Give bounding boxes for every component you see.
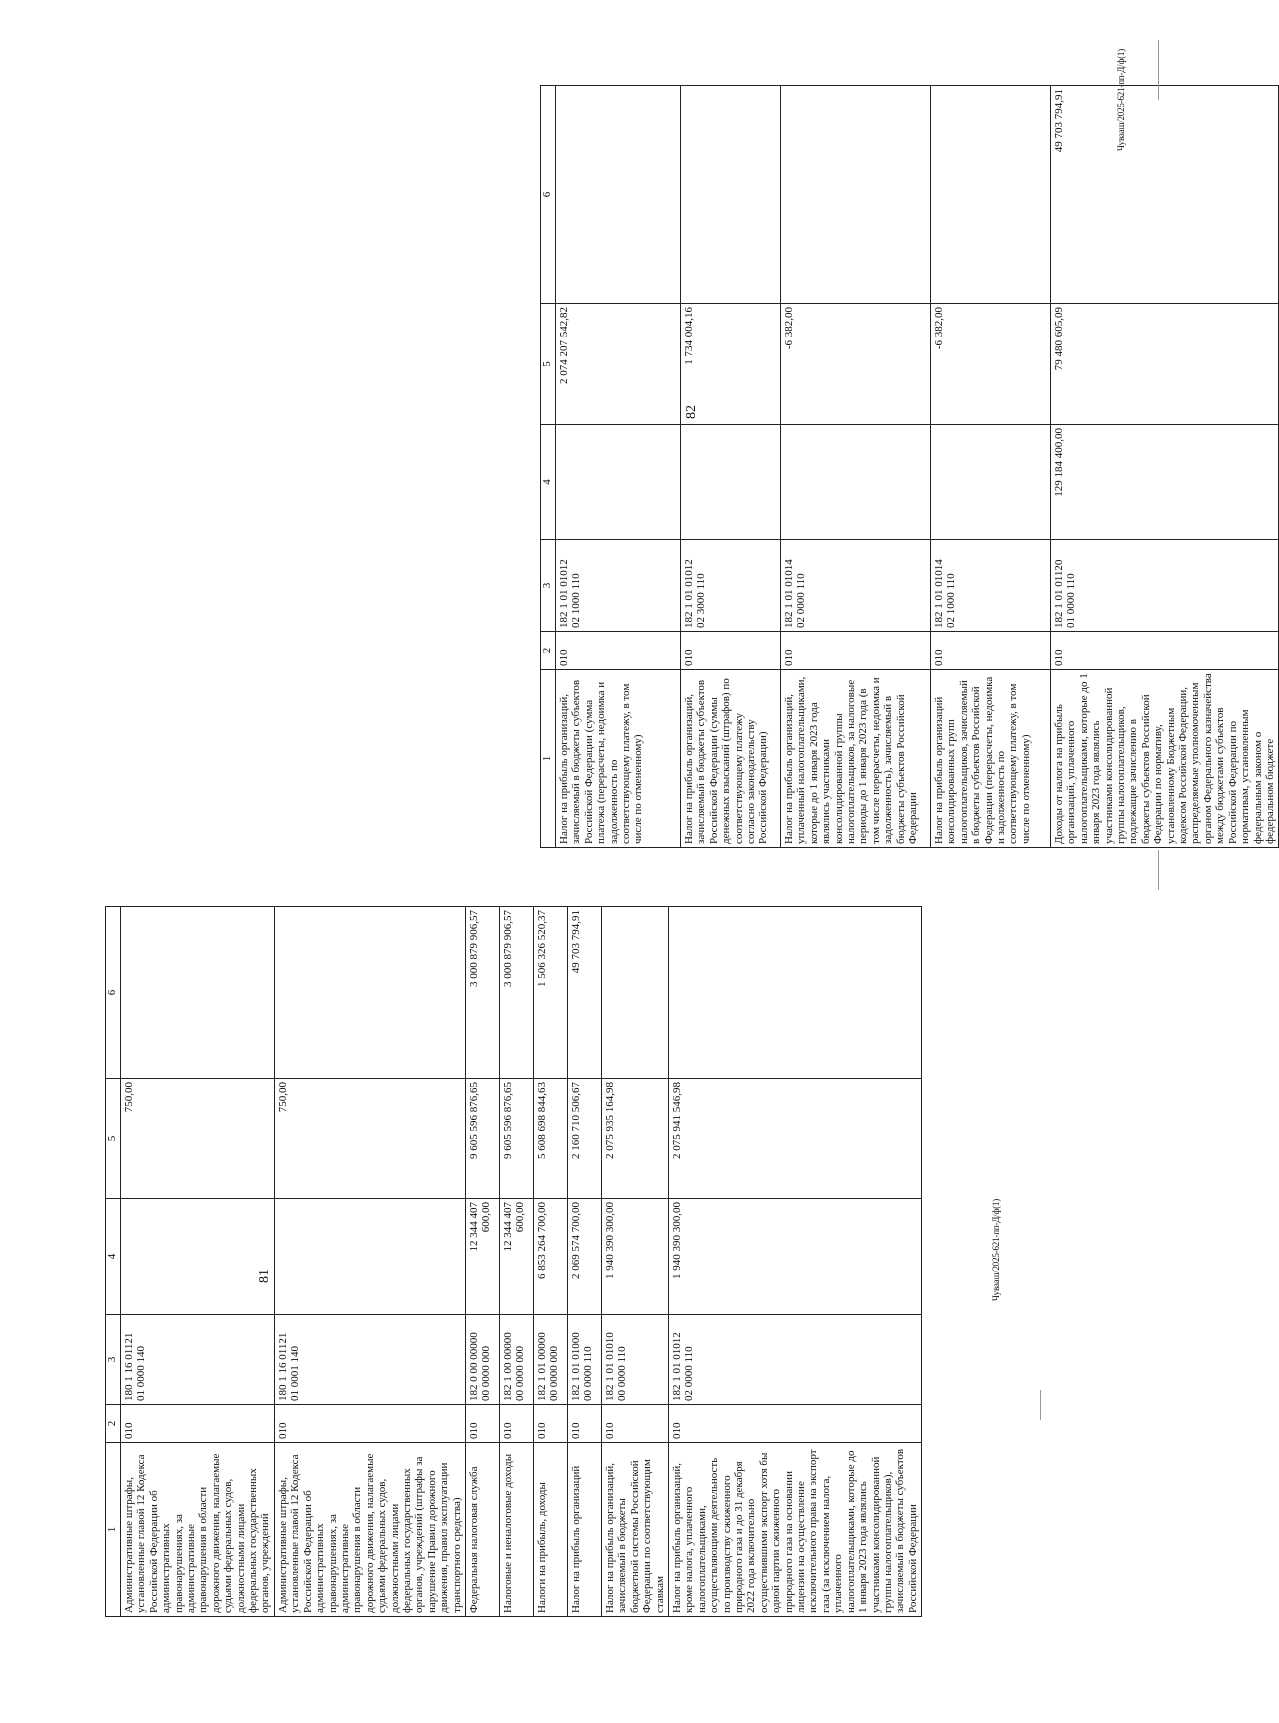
row-code: 182 0 00 00000 00 0000 000 <box>465 1315 499 1405</box>
header-cell: 3 <box>541 540 556 632</box>
row-code: 182 1 00 00000 00 0000 000 <box>499 1315 533 1405</box>
row-c2: 010 <box>121 1405 275 1443</box>
left-page-table-wrapper <box>105 907 919 1617</box>
row-c2: 010 <box>1051 632 1279 670</box>
row-code: 182 1 01 01012 02 0000 110 <box>669 1315 922 1405</box>
row-c5: 9 605 596 876,65 <box>499 1079 533 1199</box>
row-c4: 1 940 390 300,00 <box>601 1199 668 1315</box>
row-c5: 750,00 <box>274 1079 465 1199</box>
row-c4 <box>556 425 681 540</box>
row-name: Налог на прибыль организаций, кроме налога, уплаченного налогоплательщиками, осуществляющими деятельность по производству сжиженного природного газа и до 31 декабря 2022 года включительно осуществившими экспорт хотя бы одной партии сжиженного природного газа на основании лицензии на осуществление исключительного права на экспорт газа (за исключением налога, уплаченного налогоплательщиками, которые до 1 января 2023 года являлись участниками консолидированной группы налогоплательщиков), зачисляемый в бюджеты субъектов Российской Федерации <box>669 1443 922 1617</box>
table-row <box>533 907 567 1617</box>
row-c6: 3 000 879 906,57 <box>499 907 533 1079</box>
row-c6 <box>274 907 465 1079</box>
row-c5: 1 734 004,16 <box>681 304 781 425</box>
row-code: 182 1 01 01014 02 0000 110 <box>781 540 931 632</box>
row-name: Доходы от налога на прибыль организаций, уплаченного налогоплательщиками, которые до 1 января 2023 года являлись участниками консолидированной группы налогоплательщиков, подлежащие зачислению в бюджеты субъектов Российской Федерации по нормативу, установленному Бюджетным кодексом Российской Федерации, распределяемые уполномоченным органом Федерального казначейства между бюджетами субъектов Российской Федерации по нормативам, установленным федеральным законом о федеральном бюджете <box>1051 670 1279 848</box>
row-code: 182 1 01 01014 02 1000 110 <box>931 540 1051 632</box>
row-code: 182 1 01 01012 02 1000 110 <box>556 540 681 632</box>
left-page-number: 81 <box>257 1269 272 1283</box>
header-cell: 2 <box>106 1405 121 1443</box>
row-c2: 010 <box>556 632 681 670</box>
table-row <box>781 86 931 848</box>
header-cell: 6 <box>541 86 556 304</box>
row-c4: 12 344 407 600,00 <box>465 1199 499 1315</box>
row-c5: 2 160 710 506,67 <box>567 1079 601 1199</box>
row-c4 <box>274 1199 465 1315</box>
row-c2: 010 <box>781 632 931 670</box>
left-page-footer: Чувааш/2025-621-пп-Д/ф(1) <box>991 1199 1001 1301</box>
row-name: Налог на прибыль организаций, зачисляемый в бюджеты субъектов Российской Федерации (суммы денежных взысканий (штрафов) по соответствующему платежу согласно законодательству Российской Федерации) <box>681 670 781 848</box>
table-row <box>465 907 499 1617</box>
scan-edge-mark <box>1158 850 1159 890</box>
row-c5: 2 074 207 542,82 <box>556 304 681 425</box>
row-c2: 010 <box>681 632 781 670</box>
row-name: Налоговые и неналоговые доходы <box>499 1443 533 1617</box>
table-row <box>681 86 781 848</box>
row-name: Налог на прибыль организаций, уплаченный налогоплательщиками, которые до 1 января 2023 года являлись участниками консолидированной группы налогоплательщиков, за налоговые периоды до 1 января 2023 года (в том числе перерасчеты, недоимка и задолженность), зачисляемый в бюджеты субъектов Российской Федерации <box>781 670 931 848</box>
row-c4: 6 853 264 700,00 <box>533 1199 567 1315</box>
row-c2: 010 <box>567 1405 601 1443</box>
row-name: Административные штрафы, установленные главой 12 Кодекса Российской Федерации об административных правонарушениях, за административные правонарушения в области дорожного движения, налагаемые судьями федеральных судов, должностными лицами федеральных государственных органов, учреждений (штрафы за нарушение Правил дорожного движения, правил эксплуатации транспортного средства) <box>274 1443 465 1617</box>
row-code: 182 1 01 01012 02 3000 110 <box>681 540 781 632</box>
row-name: Налог на прибыль организаций консолидированных групп налогоплательщиков, зачисляемый в бюджеты субъектов Российской Федерации (перерасчеты, недоимка и задолженность по соответствующему платежу, в том числе по отмененному) <box>931 670 1051 848</box>
table-row <box>121 907 275 1617</box>
header-cell: 6 <box>106 907 121 1079</box>
scan-edge-mark <box>1040 1390 1041 1420</box>
right-page-footer: Чувааш/2025-621-пп-Д/ф(1) <box>1116 49 1126 151</box>
row-code: 182 1 01 01010 00 0000 110 <box>601 1315 668 1405</box>
row-c4 <box>121 1199 275 1315</box>
header-cell: 1 <box>541 670 556 848</box>
table-row <box>1051 86 1279 848</box>
table-row <box>567 907 601 1617</box>
row-c6: 49 703 794,91 <box>1051 86 1279 304</box>
row-code: 180 1 16 01121 01 0000 140 <box>121 1315 275 1405</box>
row-c4 <box>681 425 781 540</box>
table-row <box>669 907 922 1617</box>
row-name: Административные штрафы, установленные главой 12 Кодекса Российской Федерации об административных правонарушениях, за административные правонарушения в области дорожного движения, налагаемые судьями федеральных судов, должностными лицами федеральных государственных органов, учреждений <box>121 1443 275 1617</box>
row-code: 182 1 01 01120 01 0000 110 <box>1051 540 1279 632</box>
row-name: Налог на прибыль организаций <box>567 1443 601 1617</box>
row-c5: 79 480 605,09 <box>1051 304 1279 425</box>
header-cell: 5 <box>106 1079 121 1199</box>
row-c2: 010 <box>533 1405 567 1443</box>
row-c2: 010 <box>499 1405 533 1443</box>
row-c2: 010 <box>669 1405 922 1443</box>
row-c6 <box>781 86 931 304</box>
row-c6 <box>931 86 1051 304</box>
row-name: Налоги на прибыль, доходы <box>533 1443 567 1617</box>
right-page-table <box>540 85 1279 848</box>
row-c4 <box>931 425 1051 540</box>
row-c6: 1 506 326 520,37 <box>533 907 567 1079</box>
header-cell: 2 <box>541 632 556 670</box>
row-c5: 2 075 935 164,98 <box>601 1079 668 1199</box>
row-c6 <box>669 907 922 1079</box>
row-c4: 1 940 390 300,00 <box>669 1199 922 1315</box>
table-row <box>499 907 533 1617</box>
header-cell: 3 <box>106 1315 121 1405</box>
row-c4: 2 069 574 700,00 <box>567 1199 601 1315</box>
row-c5: 5 608 698 844,63 <box>533 1079 567 1199</box>
row-c6: 3 000 879 906,57 <box>465 907 499 1079</box>
row-c5: 9 605 596 876,65 <box>465 1079 499 1199</box>
header-cell: 1 <box>106 1443 121 1617</box>
row-c6: 49 703 794,91 <box>567 907 601 1079</box>
row-c6 <box>121 907 275 1079</box>
row-code: 182 1 01 01000 00 0000 110 <box>567 1315 601 1405</box>
table-row <box>556 86 681 848</box>
row-c6 <box>601 907 668 1079</box>
row-code: 180 1 16 01121 01 0001 140 <box>274 1315 465 1405</box>
row-name: Налог на прибыль организаций, зачисляемый в бюджеты бюджетной системы Российской Федерации по соответствующим ставкам <box>601 1443 668 1617</box>
row-name: Федеральная налоговая служба <box>465 1443 499 1617</box>
row-c2: 010 <box>931 632 1051 670</box>
row-c6 <box>556 86 681 304</box>
row-c5: -6 382,00 <box>781 304 931 425</box>
header-cell: 4 <box>541 425 556 540</box>
scan-edge-mark <box>1158 40 1159 100</box>
header-cell: 5 <box>541 304 556 425</box>
row-c4: 129 184 400,00 <box>1051 425 1279 540</box>
left-page-table <box>105 906 922 1617</box>
row-c2: 010 <box>274 1405 465 1443</box>
table-row <box>274 907 465 1617</box>
row-c6 <box>681 86 781 304</box>
row-c5: 750,00 <box>121 1079 275 1199</box>
row-c5: -6 382,00 <box>931 304 1051 425</box>
header-cell: 4 <box>106 1199 121 1315</box>
row-c5: 2 075 941 546,98 <box>669 1079 922 1199</box>
row-name: Налог на прибыль организаций, зачисляемый в бюджеты субъектов Российской Федерации (сумма платежа (перерасчеты, недоимка и задолженность по соответствующему платежу, в том числе по отмененному) <box>556 670 681 848</box>
row-c2: 010 <box>465 1405 499 1443</box>
table-row <box>601 907 668 1617</box>
table-row <box>931 86 1051 848</box>
right-page-number: 82 <box>684 405 699 419</box>
header-row <box>106 907 121 1617</box>
header-row <box>541 86 556 848</box>
row-c4 <box>781 425 931 540</box>
row-c4: 12 344 407 600,00 <box>499 1199 533 1315</box>
row-code: 182 1 01 00000 00 0000 000 <box>533 1315 567 1405</box>
row-c2: 010 <box>601 1405 668 1443</box>
